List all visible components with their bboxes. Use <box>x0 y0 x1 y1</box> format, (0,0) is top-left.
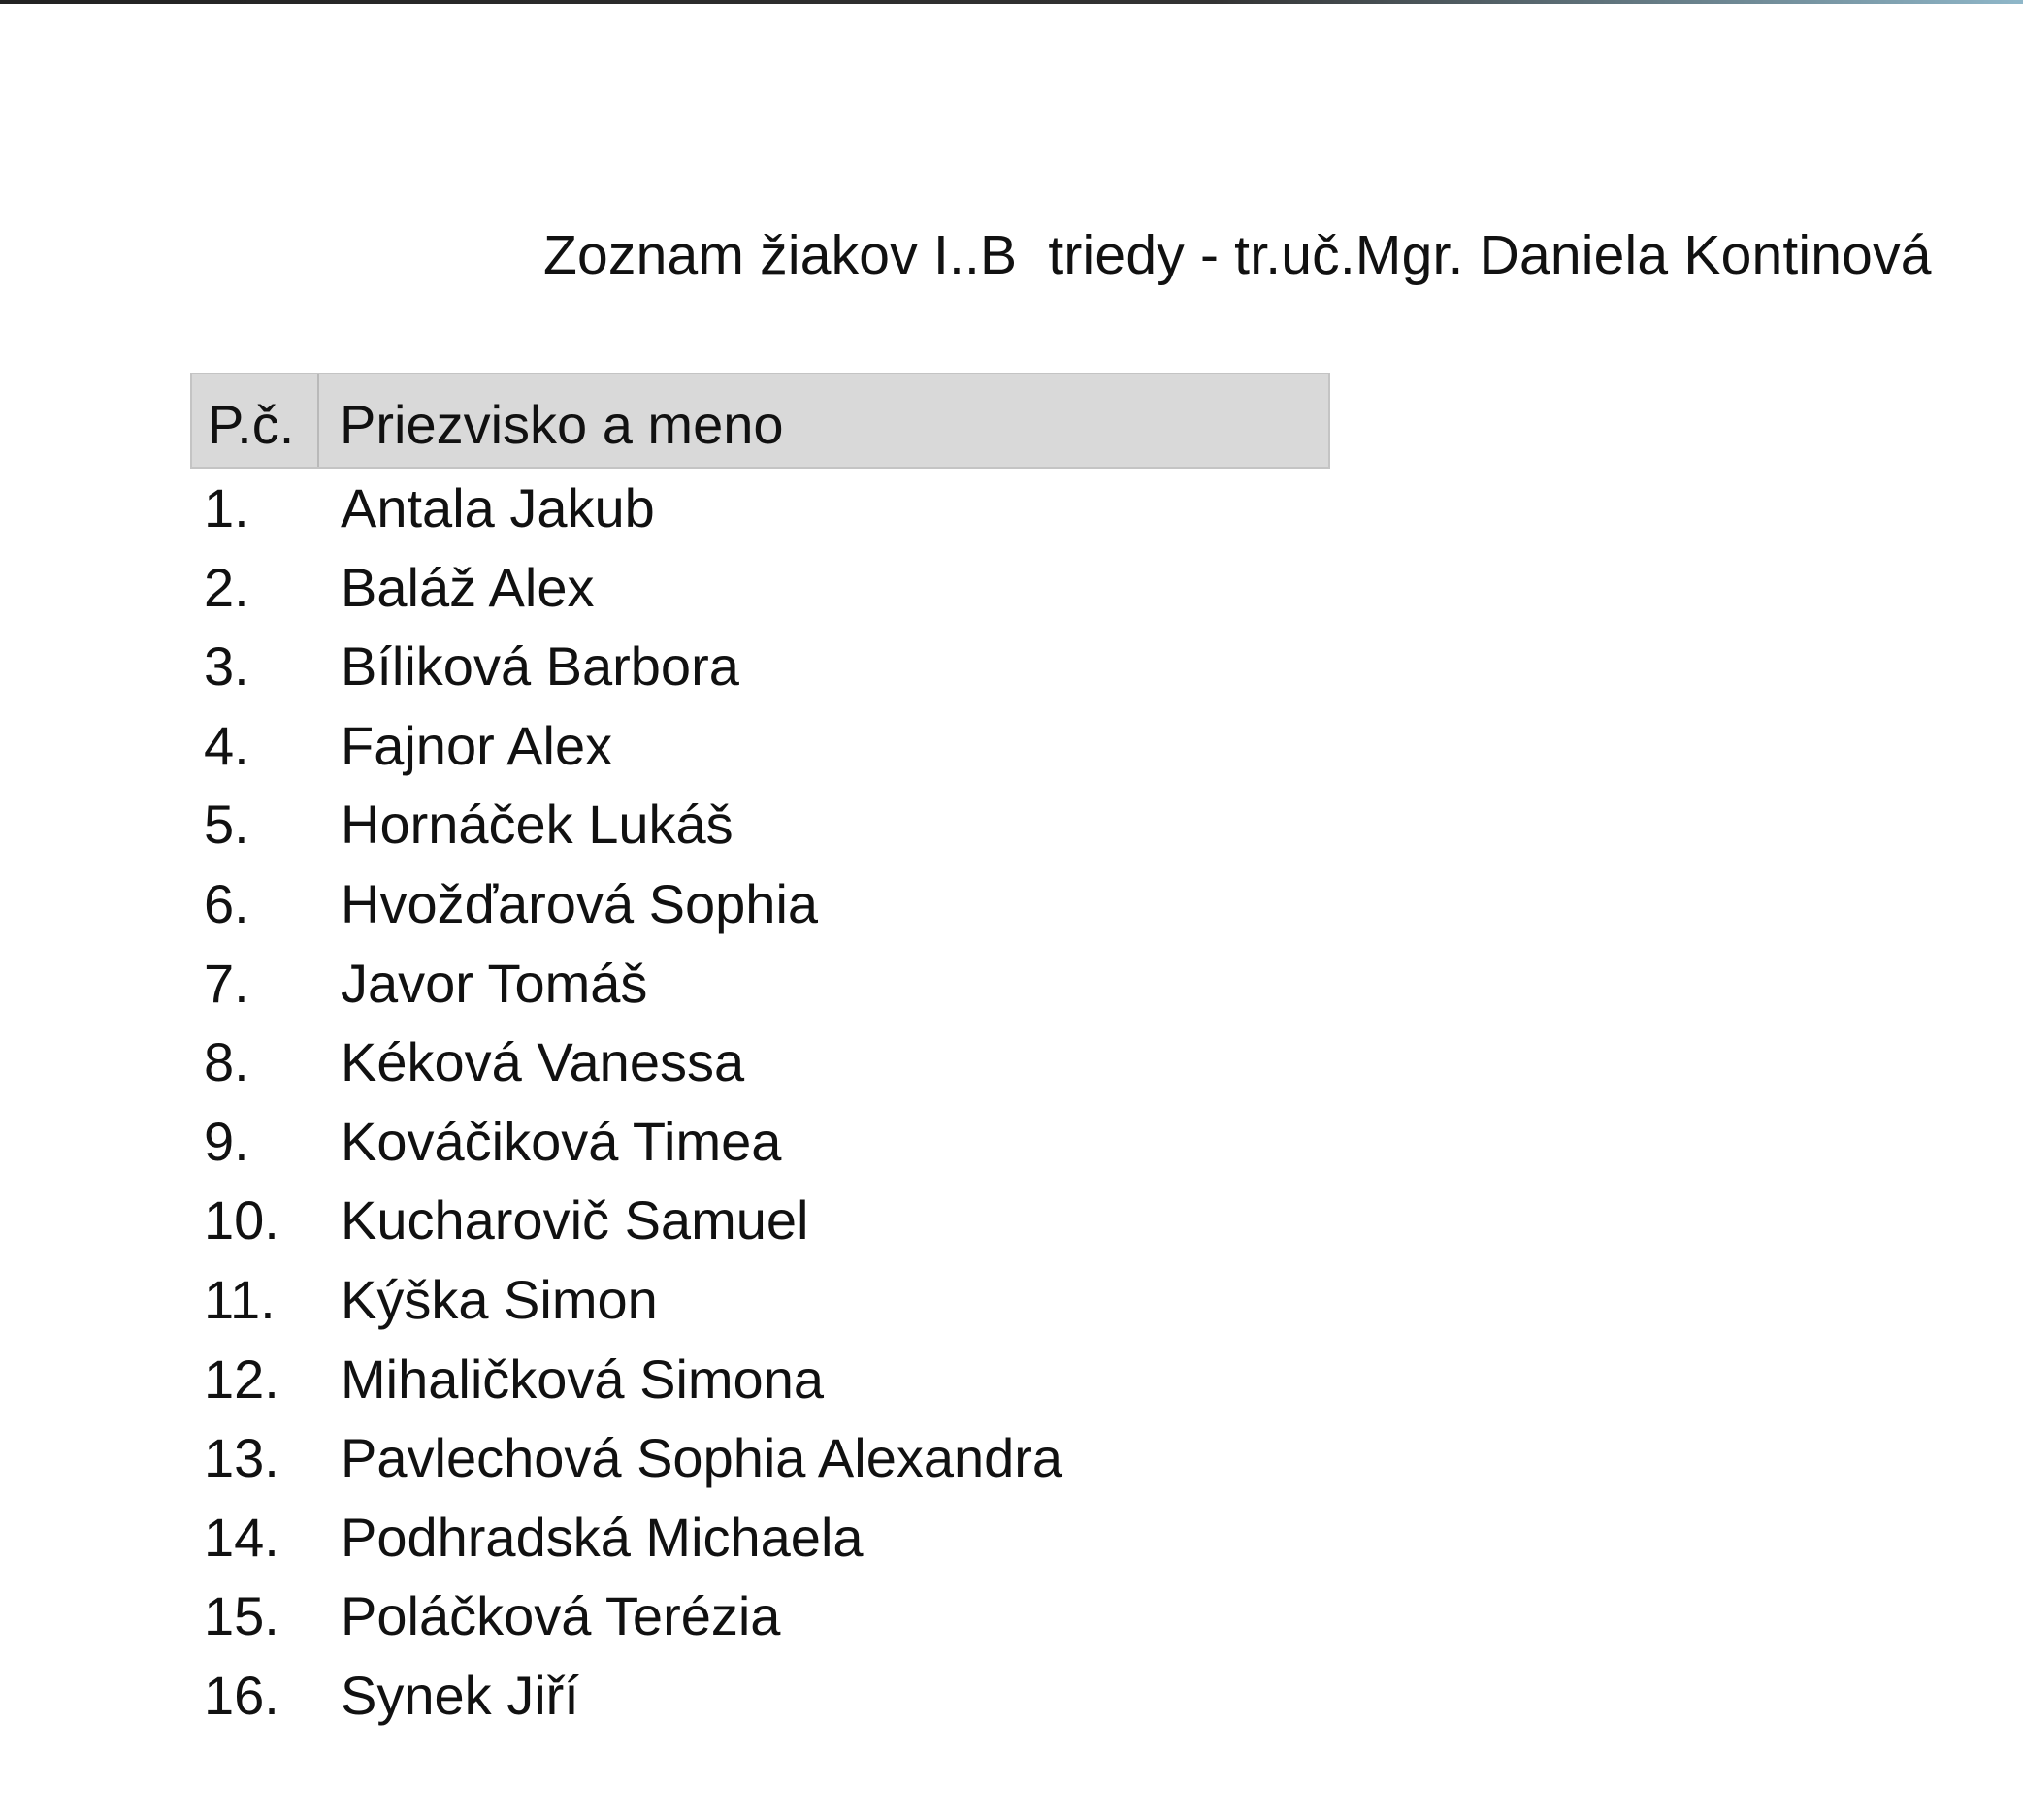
row-number: 6. <box>204 872 249 934</box>
table-row <box>190 706 1330 786</box>
document-title: Zoznam žiakov I..B triedy - tr.uč.Mgr. Daniela Kontinová <box>543 224 1932 286</box>
row-number: 14. <box>204 1506 279 1568</box>
student-name: Pavlechová Sophia Alexandra <box>341 1427 1063 1489</box>
row-number: 9. <box>204 1110 249 1172</box>
table-row <box>190 864 1330 944</box>
row-number: 12. <box>204 1348 279 1410</box>
table-row <box>190 1260 1330 1340</box>
student-name: Javor Tomáš <box>341 952 648 1014</box>
header-column-divider <box>317 374 319 467</box>
row-number: 10. <box>204 1189 279 1251</box>
table-row <box>190 548 1330 628</box>
student-table <box>190 373 1330 1726</box>
row-number: 8. <box>204 1031 249 1093</box>
row-number: 7. <box>204 952 249 1014</box>
student-name: Baláž Alex <box>341 556 595 618</box>
row-number: 13. <box>204 1427 279 1489</box>
header-number: P.č. <box>208 394 295 455</box>
student-name: Podhradská Michaela <box>341 1506 864 1568</box>
table-row <box>190 944 1330 1024</box>
row-number: 1. <box>204 477 249 538</box>
student-name: Hvožďarová Sophia <box>341 872 819 934</box>
table-row <box>190 469 1330 548</box>
table-row <box>190 1656 1330 1736</box>
row-number: 11. <box>204 1268 276 1330</box>
table-row <box>190 1102 1330 1182</box>
scan-top-edge <box>0 0 2023 4</box>
table-row <box>190 1181 1330 1260</box>
table-row <box>190 1498 1330 1577</box>
student-name: Kéková Vanessa <box>341 1031 745 1093</box>
table-row <box>190 627 1330 706</box>
table-row <box>190 785 1330 864</box>
table-header <box>190 373 1330 469</box>
table-row <box>190 1418 1330 1498</box>
student-name: Bíliková Barbora <box>341 635 739 698</box>
row-number: 5. <box>204 794 249 856</box>
student-name: Hornáček Lukáš <box>341 794 734 856</box>
row-number: 15. <box>204 1585 279 1647</box>
table-row <box>190 1340 1330 1419</box>
row-number: 3. <box>204 635 249 698</box>
student-name: Kováčiková Timea <box>341 1110 782 1172</box>
table-body <box>190 469 1330 1736</box>
row-number: 4. <box>204 714 249 776</box>
student-name: Kýška Simon <box>341 1268 658 1330</box>
table-row <box>190 1023 1330 1102</box>
student-name: Kucharovič Samuel <box>341 1189 809 1251</box>
student-name: Antala Jakub <box>341 477 655 538</box>
student-name: Fajnor Alex <box>341 714 613 776</box>
student-name: Poláčková Terézia <box>341 1585 781 1647</box>
row-number: 2. <box>204 556 249 618</box>
student-name: Mihaličková Simona <box>341 1348 824 1410</box>
header-name: Priezvisko a meno <box>340 394 784 455</box>
table-row <box>190 1576 1330 1656</box>
student-name: Synek Jiří <box>341 1664 579 1726</box>
row-number: 16. <box>204 1664 279 1726</box>
